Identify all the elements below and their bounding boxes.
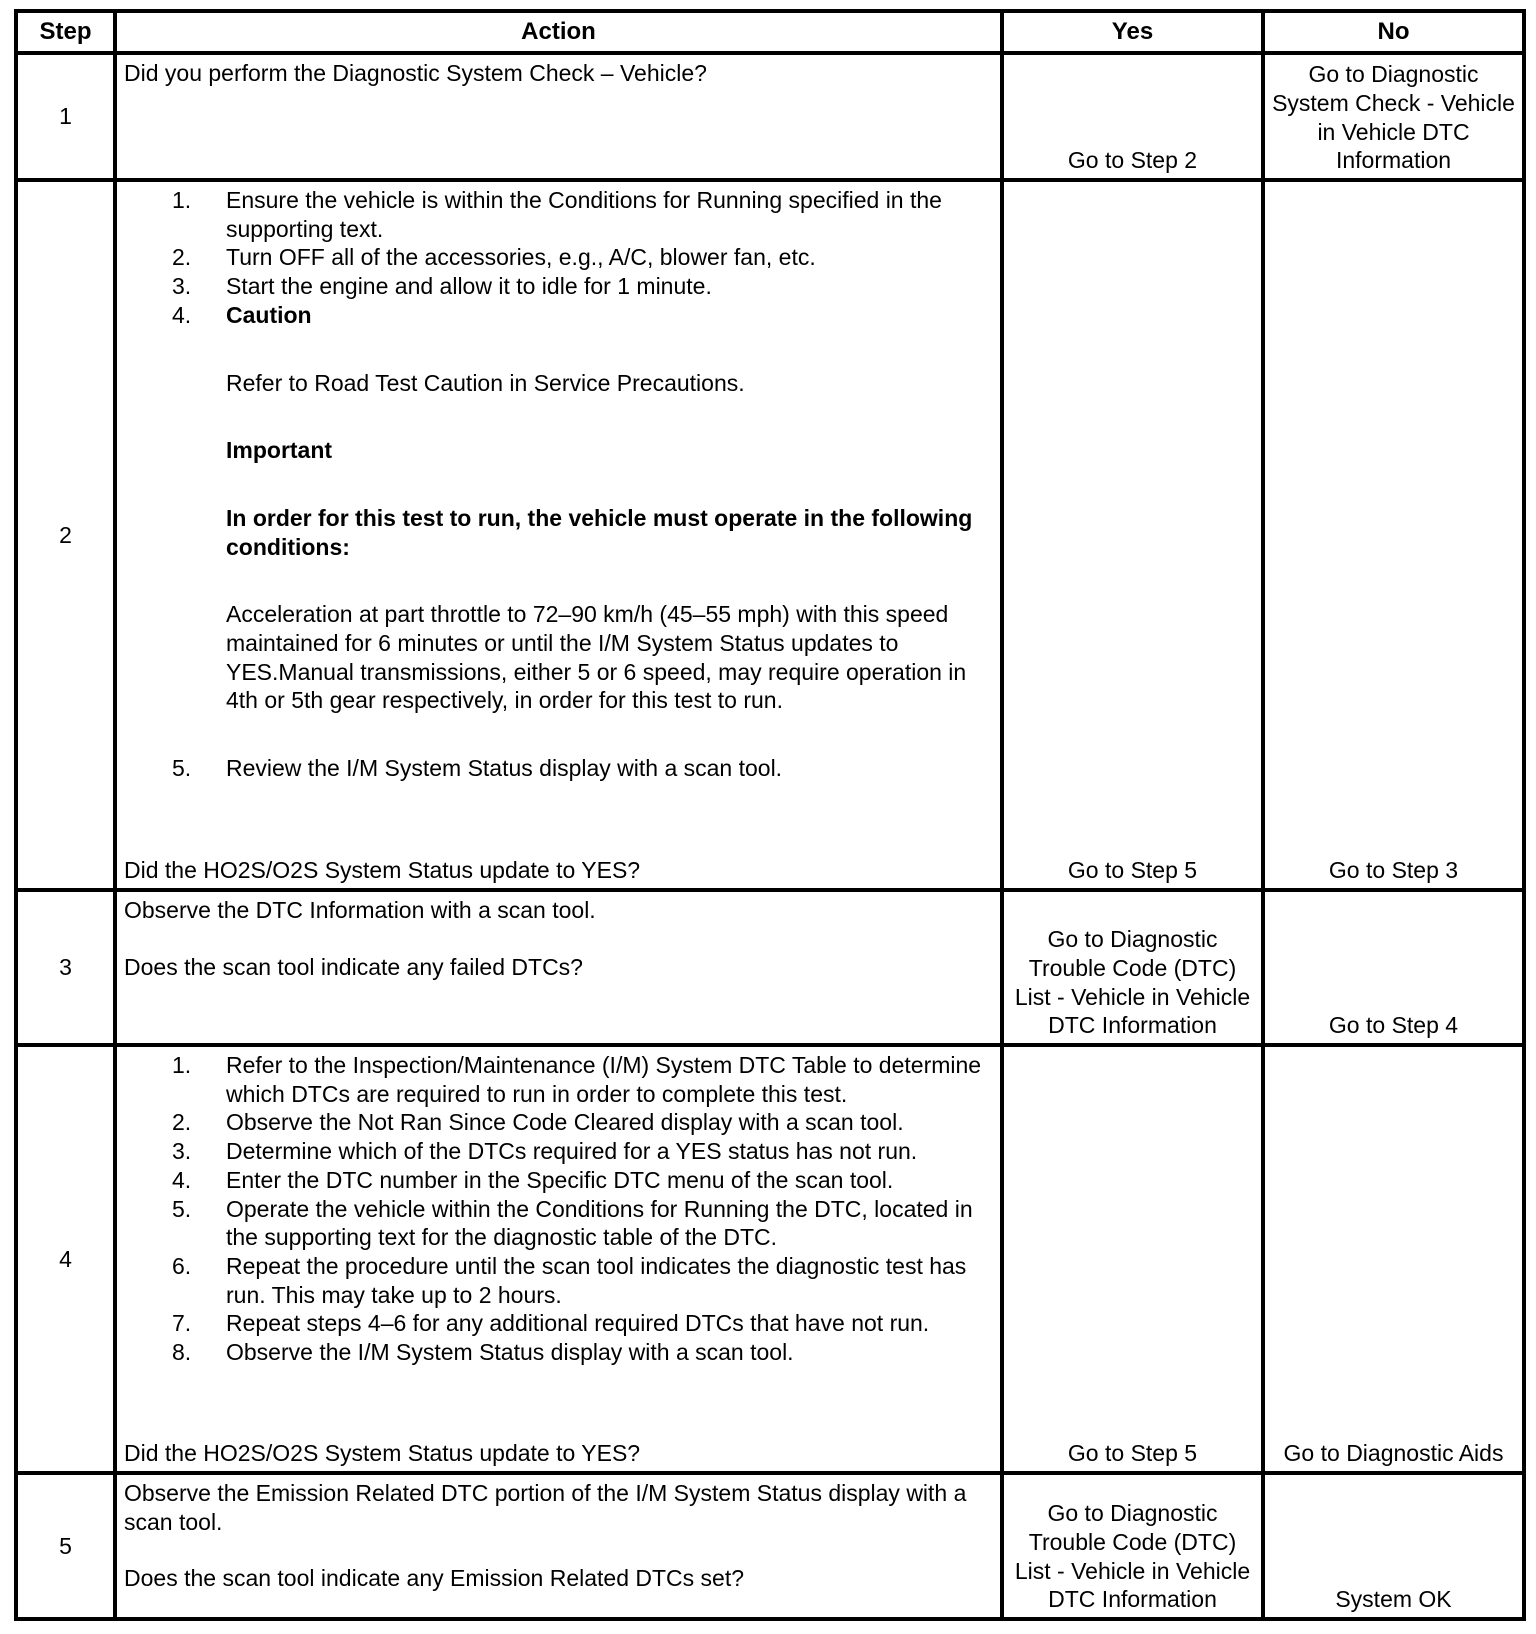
table-row — [16, 1045, 1524, 1473]
list-item: Observe the Not Ran Since Code Cleared display with a scan tool. — [226, 1109, 904, 1136]
list-item: Enter the DTC number in the Specific DTC menu of the scan tool. — [226, 1166, 894, 1193]
list-item: Operate the vehicle within the Conditions for Running the DTC, located in the supporting text for the diagnostic table of the DTC. — [226, 1195, 973, 1251]
table-row — [16, 1473, 1524, 1619]
list-item — [226, 301, 994, 754]
no-result: Go to Step 4 — [1263, 890, 1524, 1045]
important-text: Acceleration at part throttle to 72–90 km/h (45–55 mph) with this speed maintained for 6 minutes or until the I/M System Status updates to YES.Manual transmissions, either 5 or 6 speed, may require operation in 4th or 5th gear respectively, in order for this test to run. — [226, 601, 967, 714]
action-cell — [115, 180, 1002, 890]
header-action: Action — [115, 11, 1002, 53]
action-question: Does the scan tool indicate any failed DTCs? — [124, 953, 583, 980]
list-item: Turn OFF all of the accessories, e.g., A/C, blower fan, etc. — [226, 244, 816, 271]
important-bold-text: In order for this test to run, the vehicle must operate in the following conditions: — [226, 504, 973, 560]
action-cell — [115, 53, 1002, 180]
no-result: System OK — [1263, 1473, 1524, 1619]
header-step: Step — [16, 11, 115, 53]
header-yes: Yes — [1002, 11, 1263, 53]
list-item: Start the engine and allow it to idle for 1 minute. — [226, 273, 712, 300]
action-question: Did the HO2S/O2S System Status update to YES? — [124, 857, 641, 884]
yes-result: Go to Diagnostic Trouble Code (DTC) List - Vehicle in Vehicle DTC Information — [1002, 890, 1263, 1045]
header-no: No — [1263, 11, 1524, 53]
procedure-list — [124, 1051, 994, 1367]
table-row — [16, 180, 1524, 890]
step-number: 4 — [16, 1045, 115, 1473]
header-row — [16, 11, 1524, 53]
table-row — [16, 53, 1524, 180]
action-question: Did the HO2S/O2S System Status update to YES? — [124, 1440, 641, 1467]
action-cell — [115, 890, 1002, 1045]
no-result: Go to Diagnostic System Check - Vehicle in Vehicle DTC Information — [1263, 53, 1524, 180]
list-item: Repeat the procedure until the scan tool indicates the diagnostic test has run. This may take up to 2 hours. — [226, 1252, 967, 1308]
diagnostic-table — [14, 9, 1526, 1621]
list-item: Refer to the Inspection/Maintenance (I/M) System DTC Table to determine which DTCs are required to run in order to complete this test. — [226, 1052, 982, 1107]
action-text: Observe the Emission Related DTC portion of the I/M System Status display with a scan tool. — [124, 1480, 967, 1535]
action-cell — [115, 1473, 1002, 1619]
list-item: Observe the I/M System Status display with a scan tool. — [226, 1339, 794, 1366]
list-item: Ensure the vehicle is within the Conditions for Running specified in the supporting text. — [226, 187, 942, 242]
list-item: Determine which of the DTCs required for a YES status has not run. — [226, 1138, 918, 1165]
list-item: Review the I/M System Status display with a scan tool. — [226, 755, 783, 782]
step-number: 3 — [16, 890, 115, 1045]
yes-result: Go to Step 2 — [1002, 53, 1263, 180]
important-label: Important — [226, 437, 333, 464]
procedure-list — [124, 186, 994, 783]
caution-text: Refer to Road Test Caution in Service Precautions. — [226, 369, 745, 396]
yes-result: Go to Diagnostic Trouble Code (DTC) List - Vehicle in Vehicle DTC Information — [1002, 1473, 1263, 1619]
action-question: Did you perform the Diagnostic System Check – Vehicle? — [124, 60, 707, 86]
step-number: 1 — [16, 53, 115, 180]
action-question: Does the scan tool indicate any Emission Related DTCs set? — [124, 1565, 745, 1592]
caution-label: Caution — [226, 301, 312, 328]
no-result: Go to Step 3 — [1263, 180, 1524, 890]
action-cell — [115, 1045, 1002, 1473]
action-text: Observe the DTC Information with a scan tool. — [124, 897, 596, 923]
table-row — [16, 890, 1524, 1045]
no-result: Go to Diagnostic Aids — [1263, 1045, 1524, 1473]
step-number: 5 — [16, 1473, 115, 1619]
step-number: 2 — [16, 180, 115, 890]
list-item: Repeat steps 4–6 for any additional required DTCs that have not run. — [226, 1310, 930, 1337]
yes-result: Go to Step 5 — [1002, 1045, 1263, 1473]
yes-result: Go to Step 5 — [1002, 180, 1263, 890]
